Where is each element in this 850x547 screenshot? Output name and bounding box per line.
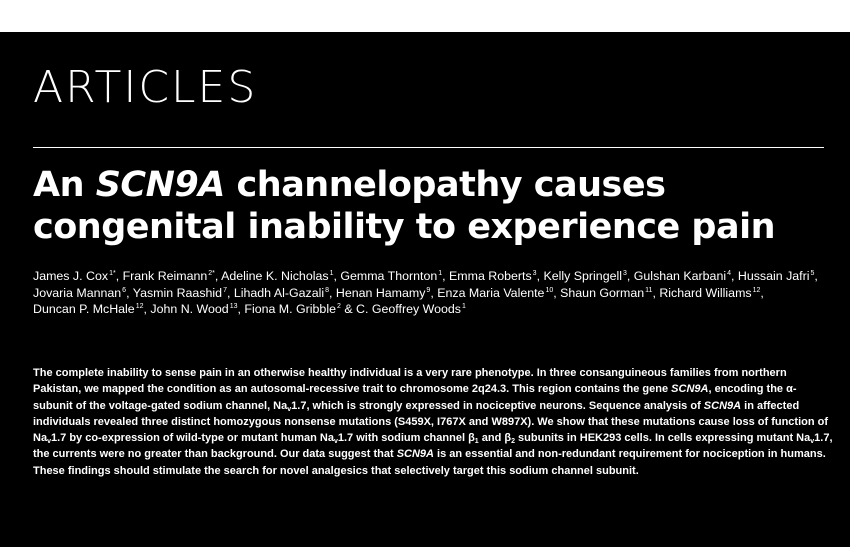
author-list: James J. Cox$^{1*}$, Frank Reimann$^{2*}$, Adeline K. Nicholas$^1$, Gemma Thornton$^1$, Emma Roberts$^3$, Kelly Springell$^3$, Gulshan Karbani$^4$, Hussain Jafri$^5$, Jovaria Mannan$^6$, Yasmin Raashid$^7$, Lihadh Al-Gazali$^8$, Henan Hamamy$^9$, Enza Maria Valente$^{10}$, Shaun Gorman$^{11}$, Richard Williams$^{12}$, Duncan P. McHale$^{12}$, John N. Wood$^{13}$, Fiona M. Gribble$^2$ & C. Geoffrey Woods$^1$ (33, 269, 818, 316)
author-name: Emma Roberts (449, 269, 532, 283)
author-name: C. Geoffrey Woods (356, 302, 461, 316)
abstract-text: 1.7, the currents were no greater than background. Our data suggest that (33, 432, 833, 461)
author (449, 269, 537, 283)
author-affiliation: 2 (336, 303, 341, 310)
subscript: 1 (474, 438, 479, 446)
author-name: Shaun Gorman (560, 285, 645, 300)
author (634, 269, 731, 283)
author (221, 269, 333, 283)
author (560, 286, 652, 300)
author (659, 286, 760, 300)
author (234, 286, 329, 300)
author-affiliation: 7 (223, 286, 227, 294)
author-affiliation: 10 (545, 286, 554, 294)
section-label: ARTICLES (33, 62, 258, 113)
author (150, 302, 237, 316)
author (33, 286, 126, 300)
abstract-text: and β (478, 432, 512, 445)
subscript: v (47, 438, 51, 446)
gene-name: SCN9A (396, 448, 434, 461)
abstract-text: 1.7, which is strongly expressed in nociceptive neurons. Sequence analysis of (291, 399, 704, 412)
author (123, 269, 215, 283)
author-name: Henan Hamamy (335, 285, 426, 300)
author (133, 286, 227, 300)
author-affiliation: 3 (532, 270, 537, 277)
author-name: Hussain Jafri (737, 269, 810, 283)
author-affiliation: 1 (461, 303, 466, 310)
abstract-text: , encoding the α-subunit of the voltage-gated sodium channel, Na (33, 383, 797, 412)
author-affiliation: 1 (438, 270, 443, 277)
author-name: Lihadh Al-Gazali (233, 285, 325, 300)
author-affiliation: 12 (135, 303, 144, 310)
author (738, 269, 815, 283)
abstract-text: 1.7 with sodium channel β (337, 432, 475, 445)
author-affiliation: 6 (122, 286, 127, 294)
abstract-text: 1.7 by co-expression of wild-type or mutant human Na (50, 432, 334, 445)
author (344, 302, 466, 316)
gene-name: SCN9A (671, 383, 709, 396)
author (33, 302, 144, 316)
abstract-text: The complete inability to sense pain in an otherwise healthy individual is a very rare phenotype. In three consanguineous families from northern Pakistan, we mapped the condition as an autosomal-recessive trait to chromosome 2q24.3. This region contains the gene (33, 367, 787, 396)
author (244, 302, 341, 316)
article-title (33, 164, 833, 248)
author-name: Frank Reimann (122, 269, 208, 283)
title-part: An (33, 165, 96, 205)
abstract-text: is an essential and non-redundant requirement for nociception in humans. These findings should stimulate the search for novel analgesics that selectively target this sodium channel subunit. (33, 448, 826, 477)
article-header (0, 32, 850, 547)
subscript: 2 (511, 438, 515, 446)
author (340, 269, 442, 283)
author-affiliation: 1 (329, 270, 334, 277)
subscript: v (810, 438, 815, 446)
author-affiliation: 4 (727, 270, 731, 277)
author (543, 269, 626, 283)
author-affiliation: 5 (810, 270, 815, 277)
author (437, 286, 553, 300)
gene-name: SCN9A (703, 399, 742, 412)
subscript: v (287, 405, 292, 413)
author-name: Kelly Springell (543, 269, 622, 283)
title-gene: SCN9A (95, 165, 225, 205)
author-name: Duncan P. McHale (33, 302, 135, 316)
subscript: v (333, 438, 338, 446)
author-name: Yasmin Raashid (132, 285, 223, 300)
author-affiliation: 11 (645, 286, 653, 294)
author (33, 269, 116, 283)
author-name: Richard Williams (659, 285, 752, 300)
author-conjunction: & (344, 302, 357, 316)
author (336, 286, 430, 300)
author-name: Jovaria Mannan (33, 285, 122, 300)
author-affiliation: 12 (752, 286, 761, 294)
divider (33, 147, 824, 148)
author-name: John N. Wood (150, 302, 229, 316)
title-line2: congenital inability to experience pain (33, 207, 775, 247)
author-name: Fiona M. Gribble (244, 302, 336, 316)
author-name: Enza Maria Valente (437, 285, 545, 300)
abstract-text: in affected individuals revealed three distinct homozygous nonsense mutations (S459X, I767X and W897X). We show that these mutations cause loss of function of Na (33, 399, 829, 445)
author-affiliation: 9 (426, 286, 431, 294)
author-name: Gulshan Karbani (633, 269, 727, 283)
author-name: Adeline K. Nicholas (221, 269, 329, 283)
author-affiliation: 2* (208, 270, 215, 277)
author-name: Gemma Thornton (340, 269, 438, 283)
author-affiliation: 13 (229, 303, 238, 310)
abstract-text: subunits in HEK293 cells. In cells expressing mutant Na (514, 432, 811, 445)
author-affiliation: 3 (622, 270, 627, 277)
author-affiliation: 8 (325, 286, 329, 294)
author-name: James J. Cox (33, 269, 109, 283)
abstract (33, 365, 833, 479)
author-affiliation: 1* (109, 270, 116, 277)
title-part: channelopathy causes (224, 165, 666, 205)
